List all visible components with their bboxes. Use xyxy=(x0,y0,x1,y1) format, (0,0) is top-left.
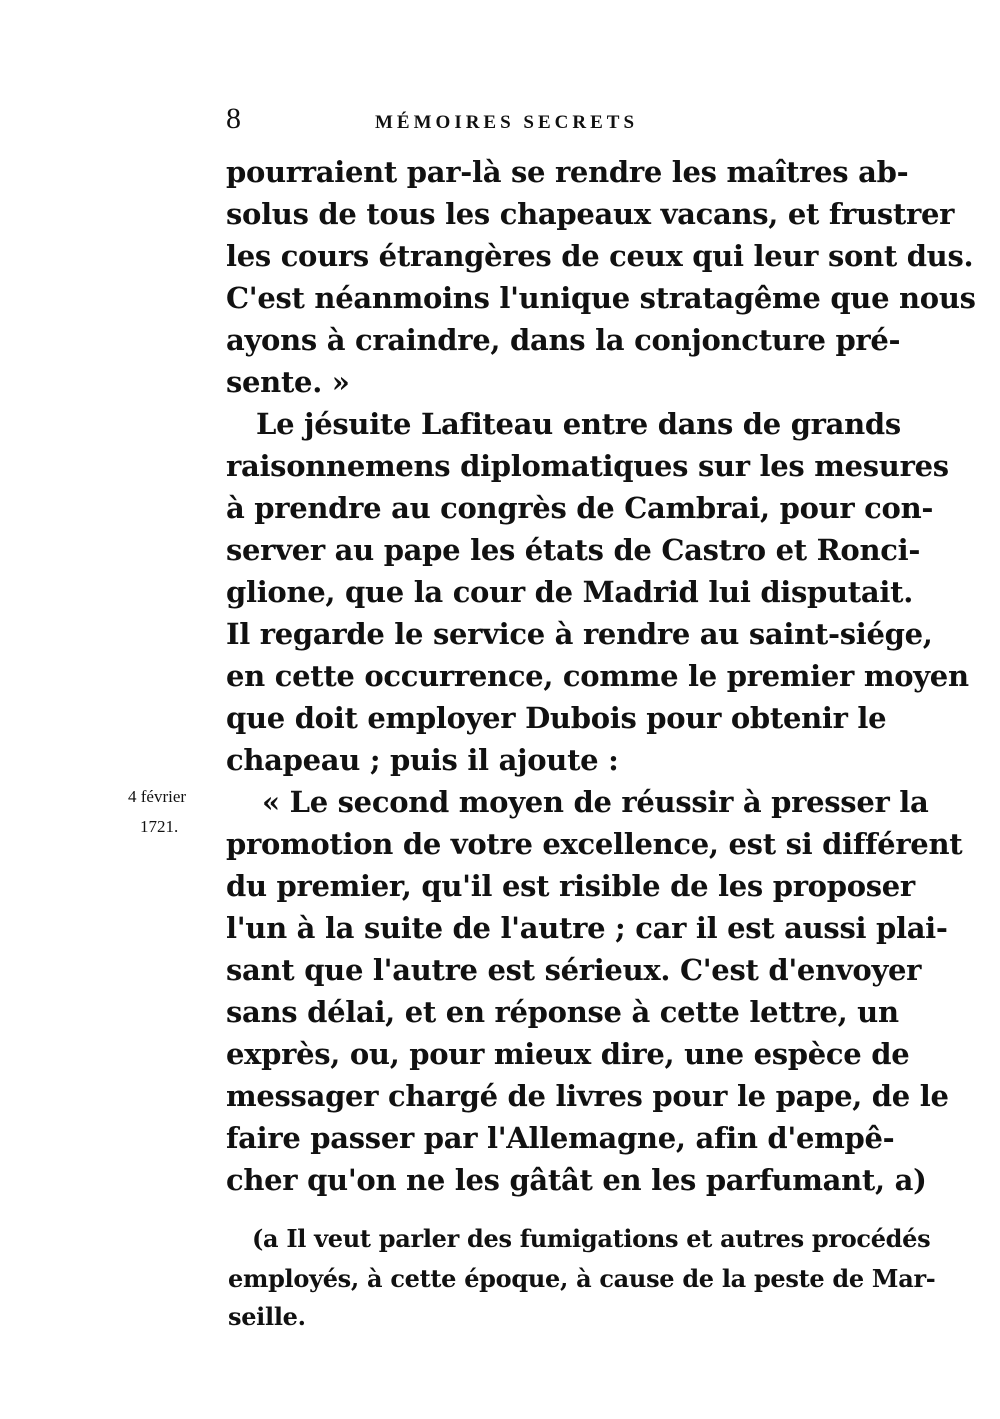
text-line: raisonnemens diplomatiques sur les mesures xyxy=(226,449,949,483)
text-line: les cours étrangères de ceux qui leur sont dus. xyxy=(226,239,974,273)
text-line: exprès, ou, pour mieux dire, une espèce de xyxy=(226,1037,910,1071)
footnote-line: seille. xyxy=(228,1302,306,1331)
footnote-line: employés, à cette époque, à cause de la peste de Mar- xyxy=(228,1264,936,1293)
text-line: sant que l'autre est sérieux. C'est d'envoyer xyxy=(226,953,922,987)
text-line: server au pape les états de Castro et Ronci- xyxy=(226,533,921,567)
text-line: en cette occurrence, comme le premier moyen xyxy=(226,659,969,693)
text-line: glione, que la cour de Madrid lui disputait. xyxy=(226,575,914,609)
running-title: MÉMOIRES SECRETS xyxy=(375,112,639,133)
text-line: que doit employer Dubois pour obtenir le xyxy=(226,701,887,735)
text-line: promotion de votre excellence, est si différent xyxy=(226,827,963,861)
margin-note-year: 1721. xyxy=(140,817,179,836)
text-line: Le jésuite Lafiteau entre dans de grands xyxy=(256,407,901,441)
text-line: l'un à la suite de l'autre ; car il est aussi plai- xyxy=(226,911,948,945)
text-line: faire passer par l'Allemagne, afin d'empê- xyxy=(226,1121,895,1155)
text-line: sans délai, et en réponse à cette lettre, un xyxy=(226,995,899,1029)
text-line: solus de tous les chapeaux vacans, et frustrer xyxy=(226,197,955,231)
text-line: C'est néanmoins l'unique stratagême que nous xyxy=(226,281,976,315)
text-line: chapeau ; puis il ajoute : xyxy=(226,743,619,777)
text-line: Il regarde le service à rendre au saint-siége, xyxy=(226,617,933,651)
text-line: à prendre au congrès de Cambrai, pour con- xyxy=(226,491,934,525)
text-line: « Le second moyen de réussir à presser la xyxy=(262,785,929,819)
page-number: 8 xyxy=(226,102,241,135)
text-line: pourraient par-là se rendre les maîtres ab- xyxy=(226,155,909,189)
text-line: sente. » xyxy=(226,365,350,399)
text-line: du premier, qu'il est risible de les proposer xyxy=(226,869,915,903)
text-line: cher qu'on ne les gâtât en les parfumant, a) xyxy=(226,1163,927,1197)
margin-note-date: 4 février xyxy=(128,787,187,806)
footnote-line: (a Il veut parler des fumigations et autres procédés xyxy=(252,1224,931,1253)
text-line: ayons à craindre, dans la conjoncture pré- xyxy=(226,323,901,357)
text-line: messager chargé de livres pour le pape, de le xyxy=(226,1079,949,1113)
